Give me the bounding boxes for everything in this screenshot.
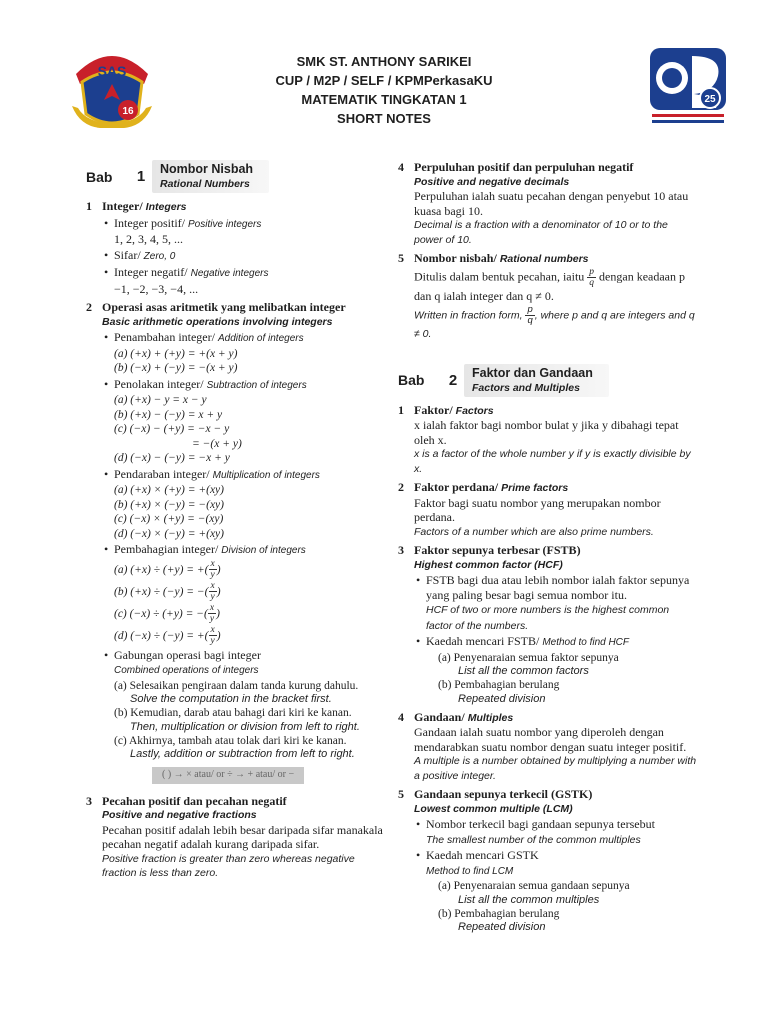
list-item [102, 542, 386, 559]
section-title: Faktor/ [414, 402, 453, 417]
left-column [86, 160, 386, 881]
denominator: q [589, 277, 595, 288]
section-title-en: Positive and negative fractions [102, 809, 257, 821]
formula: (d) (−x) × (−y) = +(xy) [114, 527, 224, 540]
formula: (b) (+x) − (−y) = x + y [114, 408, 223, 421]
section-title-en: Lowest common multiple (LCM) [414, 802, 573, 815]
list-item [102, 248, 386, 265]
section-text-en: A multiple is a number obtained by multiplying a number with a positive integer. [414, 755, 697, 782]
item-label-en: Method to find HCF [542, 637, 630, 648]
section-prime-factors [398, 480, 698, 539]
list-item [414, 634, 698, 651]
list-item [414, 817, 698, 847]
denominator: y [209, 614, 215, 625]
section-lcm [398, 787, 698, 934]
formula: (d) (−x) − (−y) = −x + y [114, 452, 230, 464]
numerator: x [209, 603, 215, 614]
item-label-en: Addition of integers [217, 333, 304, 344]
section-title-en: Prime factors [501, 482, 569, 494]
text-part: dengan keadaan p dan q ialah integer dan q ≠ 0. [414, 268, 686, 303]
denominator: q [527, 314, 533, 326]
item-label-en: The smallest number of the common multiples [426, 833, 641, 846]
section-text-en: Positive fraction is greater than zero whereas negative fraction is less than zero. [102, 852, 355, 879]
section-number: 5 [398, 251, 404, 265]
item-label: Kaedah mencari GSTK [426, 848, 539, 862]
formula: (c) (−x) × (+y) = −(xy) [114, 513, 224, 525]
chapter-title-en: Factors and Multiples [472, 381, 580, 394]
section-number: 2 [86, 300, 92, 314]
chapter-title-en: Rational Numbers [160, 178, 250, 190]
item-label-en: Method to find LCM [426, 865, 514, 877]
item-values: 1, 2, 3, 4, 5, ... [114, 232, 183, 246]
section-title-en: Highest common factor (HCF) [414, 558, 563, 571]
text-part: Ditulis dalam bentuk pecahan, iaitu [414, 268, 585, 283]
section-title-en: Integers [145, 201, 187, 213]
formula: = −(x + y) [192, 437, 242, 450]
method-item: (a) Penyenaraian semua gandaan sepunya [438, 880, 630, 892]
section-text [414, 267, 698, 305]
item-values: −1, −2, −3, −4, ... [114, 281, 199, 296]
fraction [587, 267, 596, 288]
text-part: , where p and q are integers and q ≠ 0. [414, 308, 695, 340]
item-label: Integer positif/ [114, 215, 185, 230]
item-label: Nombor terkecil bagi gandaan sepunya tersebut [426, 817, 655, 831]
fraction [208, 603, 216, 624]
formula: (a) (+x) × (+y) = +(xy) [114, 484, 224, 496]
section-text: Gandaan ialah suatu nombor yang diperoleh dengan mendarabkan suatu nombor dengan suatu integer positif. [414, 725, 687, 754]
list-item [102, 467, 386, 484]
step-text: (b) Kemudian, darab atau bahagi dari kiri ke kanan. [114, 707, 352, 719]
chapter-word: Bab [398, 372, 425, 388]
chapter-number: 2 [448, 371, 458, 389]
item-label: FSTB bagi dua atau lebih nombor ialah faktor sepunya yang paling besar bagi semua nombor itu. [426, 573, 690, 602]
section-title: Integer/ [102, 199, 143, 213]
section-rational-numbers [398, 251, 698, 342]
section-title: Faktor sepunya terbesar (FSTB) [414, 543, 581, 557]
fraction [209, 625, 217, 646]
section-text-en: x is a factor of the whole number y if y is exactly divisible by x. [414, 448, 691, 475]
section-number: 3 [398, 543, 404, 557]
chapter-title-ms: Nombor Nisbah [160, 162, 254, 176]
list-item [102, 216, 386, 247]
formula: (c) (−x) − (+y) = −x − y [114, 423, 230, 435]
section-title: Faktor perdana/ [414, 480, 499, 494]
list-item [414, 848, 698, 879]
step-text-en: Then, multiplication or division from left to right. [130, 720, 360, 733]
method-item: (b) Pembahagian berulang [438, 679, 560, 691]
method-item-en: Repeated division [458, 921, 546, 933]
chapter-2-heading [398, 364, 698, 397]
chapter-number: 1 [136, 168, 146, 185]
chapter-title-ms: Faktor dan Gandaan [472, 365, 593, 380]
fraction [209, 581, 217, 602]
section-factors [398, 403, 698, 477]
section-number: 4 [398, 709, 404, 724]
section-text-en [414, 305, 698, 342]
item-label-en: Subtraction of integers [206, 379, 307, 391]
method-item: (a) Penyenaraian semua faktor sepunya [438, 651, 619, 664]
text-part: Written in fraction form, [414, 308, 523, 321]
item-label: Pendaraban integer/ [114, 466, 210, 481]
denominator: y [210, 570, 215, 581]
fraction [209, 559, 217, 580]
logo-number: 25 [704, 94, 716, 105]
denominator: y [210, 592, 215, 603]
formula: (a) (+x) ÷ (+y) = +( $\frac{x}{y}$ ) [114, 559, 221, 581]
section-title: Gandaan/ [414, 709, 465, 724]
section-text: x ialah faktor bagi nombor bulat y jika y dibahagi tepat oleh x. [414, 418, 679, 447]
formula: (b) (−x) + (−y) = −(x + y) [114, 362, 238, 374]
section-title-en: Basic arithmetic operations involving integers [102, 315, 333, 328]
chapter-title [464, 364, 609, 397]
program-line: CUP / M2P / SELF / KPMPerkasaKU [275, 73, 493, 88]
item-label: Penolakan integer/ [114, 376, 204, 391]
formula-text: (b) (+x) ÷ (−y) = − [114, 585, 205, 598]
chapter-word: Bab [86, 168, 113, 185]
section-decimals [398, 160, 698, 247]
section-title-en: Factors [455, 404, 494, 417]
formula: (a) (+x) + (+y) = +(x + y) [114, 347, 238, 360]
list-item [102, 265, 386, 296]
formula: (b) (+x) ÷ (−y) = −( $\frac{x}{y}$ ) [114, 581, 221, 603]
step-text: (c) Akhirnya, tambah atau tolak dari kiri ke kanan. [114, 734, 347, 747]
section-operations [86, 300, 386, 790]
section-number: 3 [86, 793, 92, 808]
item-label-en: Multiplication of integers [212, 469, 320, 481]
list-item [102, 330, 386, 347]
section-text-en: Decimal is a fraction with a denominator of 10 or to the power of 10. [414, 219, 668, 246]
section-text: Pecahan positif adalah lebih besar daripada sifar manakala pecahan negatif adalah kurang daripada sifar. [102, 822, 383, 851]
section-number: 1 [398, 402, 404, 417]
section-title-en: Positive and negative decimals [414, 175, 570, 188]
method-item-en: List all the common multiples [458, 893, 600, 906]
document-header [0, 52, 768, 128]
formula: (d) (−x) ÷ (−y) = +( $\frac{x}{y}$ ) [114, 625, 221, 647]
section-text-en: Factors of a number which are also prime numbers. [414, 525, 654, 538]
section-text: Perpuluhan ialah suatu pecahan dengan penyebut 10 atau kuasa bagi 10. [414, 189, 689, 218]
right-column [398, 160, 698, 934]
section-number: 5 [398, 787, 404, 801]
notes-title: SHORT NOTES [337, 111, 431, 126]
section-integers [86, 199, 386, 296]
section-title: Pecahan positif dan pecahan negatif [102, 793, 287, 808]
fraction [525, 305, 534, 326]
formula: (c) (−x) ÷ (+y) = −( $\frac{x}{y}$ ) [114, 603, 220, 625]
item-label: Pembahagian integer/ [114, 542, 219, 556]
section-title: Nombor nisbah/ [414, 251, 497, 265]
section-multiples [398, 710, 698, 784]
method-item-en: List all the common factors [458, 665, 589, 677]
item-label: Sifar/ [114, 247, 141, 262]
school-name: SMK ST. ANTHONY SARIKEI [296, 54, 472, 69]
section-title: Operasi asas aritmetik yang melibatkan integer [102, 300, 346, 314]
method-item-en: Repeated division [458, 692, 546, 705]
formula: (b) (+x) × (−y) = −(xy) [114, 498, 224, 511]
formula-text: (c) (−x) ÷ (+y) = − [114, 607, 205, 620]
section-title: Perpuluhan positif dan perpuluhan negatif [414, 160, 634, 174]
section-title: Gandaan sepunya terkecil (GSTK) [414, 787, 593, 801]
step-text-en: Solve the computation in the bracket first. [130, 693, 332, 705]
numerator: x [210, 625, 215, 636]
formula: (a) (+x) − y = x − y [114, 394, 207, 406]
subject-title: MATEMATIK TINGKATAN 1 [301, 92, 467, 107]
item-label-en: Positive integers [187, 218, 262, 230]
order-of-operations-bar: ( ) → × atau/ or ÷ → + atau/ or − [152, 767, 304, 784]
numerator: x [210, 581, 215, 592]
section-text: Faktor bagi suatu nombor yang merupakan nombor perdana. [414, 495, 661, 524]
section-title-en: Rational numbers [499, 253, 589, 265]
item-label-en: Zero, 0 [143, 250, 176, 262]
list-item [102, 648, 386, 679]
method-item: (b) Pembahagian berulang [438, 907, 560, 920]
list-item [102, 377, 386, 394]
denominator: y [210, 636, 215, 647]
item-label-en: Division of integers [221, 545, 306, 556]
section-number: 1 [86, 199, 92, 213]
item-label-en: Combined operations of integers [114, 665, 259, 676]
item-label-en: Negative integers [190, 268, 269, 279]
chapter-title [152, 160, 269, 193]
chapter-1-heading [86, 160, 386, 193]
numerator: p [589, 266, 595, 277]
logo-number: 16 [122, 106, 134, 117]
section-hcf [398, 543, 698, 706]
step-text: (a) Selesaikan pengiraan dalam tanda kurung dahulu. [114, 679, 359, 692]
item-label: Penambahan integer/ [114, 330, 215, 344]
formula-text: (d) (−x) ÷ (−y) = + [114, 629, 205, 642]
formula-text: (a) (+x) ÷ (+y) = + [114, 563, 205, 576]
item-label: Integer negatif/ [114, 265, 188, 279]
list-item [414, 573, 698, 633]
item-label: Kaedah mencari FSTB/ [426, 634, 540, 648]
numerator: p [527, 303, 533, 315]
item-label: Gabungan operasi bagi integer [114, 647, 261, 662]
logo-text: SAS [97, 63, 127, 79]
item-label-en: HCF of two or more numbers is the highest common factor of the numbers. [426, 604, 670, 632]
section-number: 2 [398, 480, 404, 494]
section-fractions [86, 794, 386, 881]
step-text-en: Lastly, addition or subtraction from left to right. [130, 748, 355, 760]
section-title-en: Multiples [467, 711, 514, 724]
numerator: x [210, 559, 215, 570]
section-number: 4 [398, 160, 404, 174]
